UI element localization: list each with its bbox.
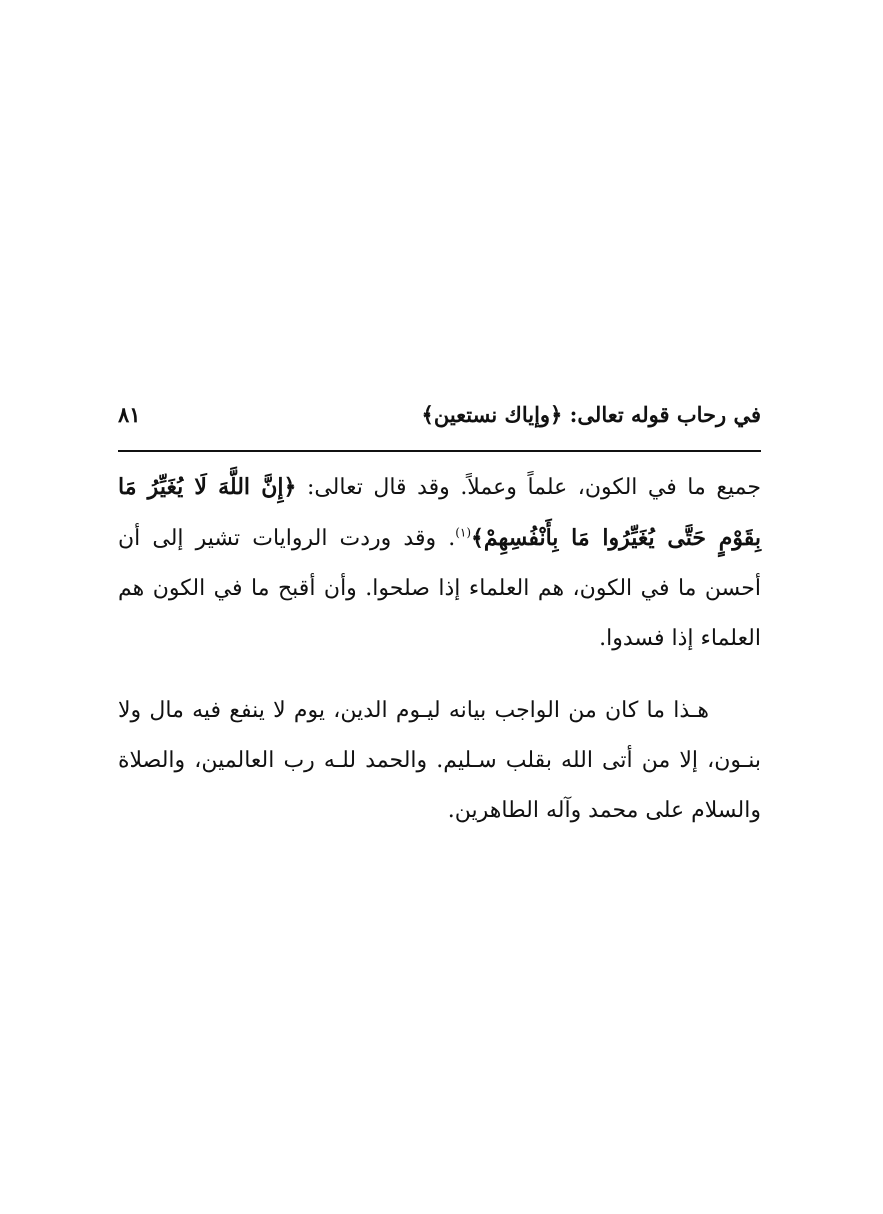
paragraph-1 xyxy=(118,462,761,664)
footnote-marker: (١) xyxy=(455,525,472,540)
running-header xyxy=(118,398,761,438)
page-number: ٨١ xyxy=(118,402,141,427)
header-divider xyxy=(118,450,761,452)
paragraph-1-text-before: جميع ما في الكون، علماً وعملاً. وقد قال تعالى: xyxy=(296,475,761,500)
quran-verse: ﴿إِنَّ اللَّهَ لَا يُغَيِّرُ مَا بِقَوْمٍ حَتَّى يُغَيِّرُوا مَا بِأَنْفُسِهِمْ﴾ xyxy=(118,474,761,551)
running-header-title: في رحاب قوله تعالى: ﴿وإياك نستعين﴾ xyxy=(421,402,761,427)
paragraph-2: هـذا ما كان من الواجب بيانه ليـوم الدين، يوم لا ينفع فيه مال ولا بنـون، إلا من أتى الله بقلب سـليم. والحمد للـه رب العالمين، والصلاة والسلام على محمد وآله الطاهرين. xyxy=(118,698,761,823)
page-body xyxy=(118,462,761,836)
paragraph-1-text-after: . وقد وردت الروايات تشير إلى أن أحسن ما في الكون، هم العلماء إذا صلحوا. وأن أقبح ما في الكون هم العلماء إذا فسدوا. xyxy=(118,526,761,651)
